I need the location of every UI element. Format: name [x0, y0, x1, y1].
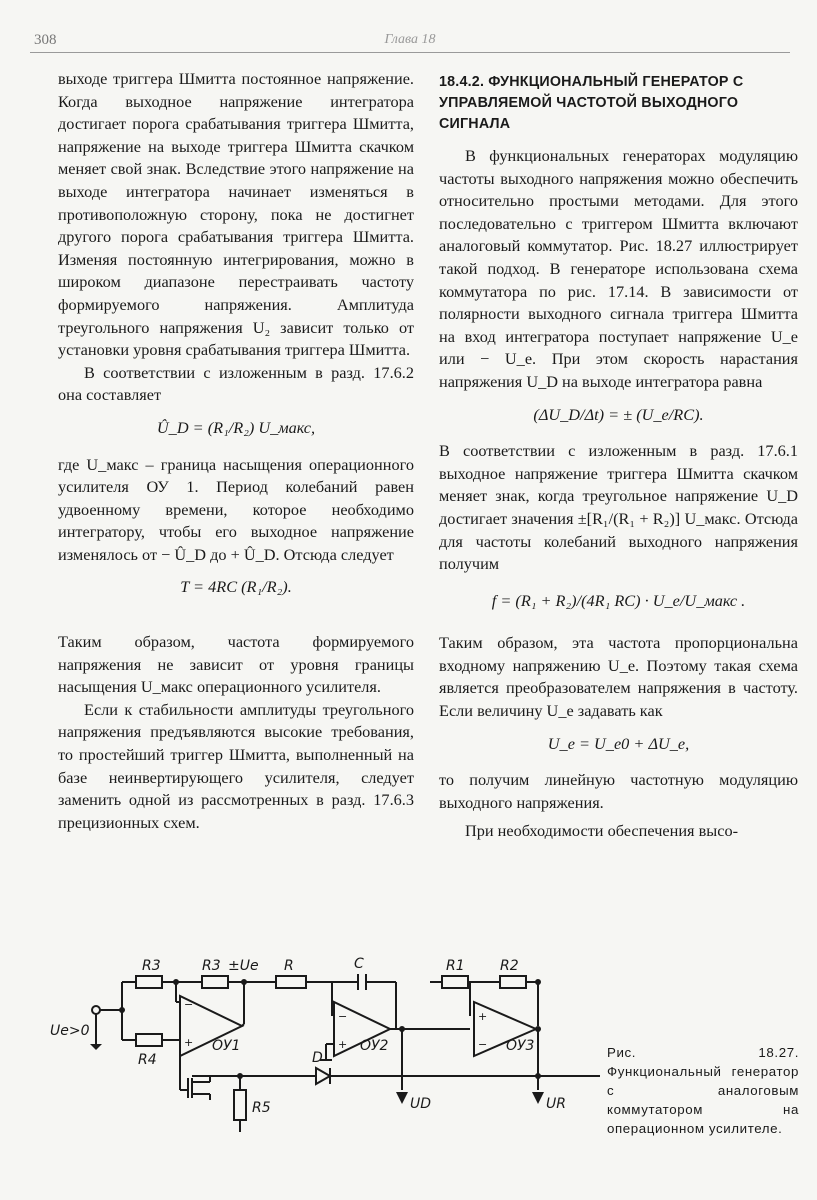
resistor-r1 [442, 976, 468, 988]
label-ou1-minus: − [184, 998, 194, 1011]
formula-input-voltage: U_e = U_e0 + ΔU_e, [547, 733, 690, 753]
formula-slew-rate: (ΔU_D/Δt) = ± (U_e/RC). [533, 404, 704, 424]
label-r3a: R3 [142, 958, 161, 974]
formula-period: T = 4RC (R₁/R₂). [180, 577, 292, 597]
paragraph: где U_макс – граница насыщения операционного усилителя ОУ 1. Период колебаний равен удвоенному времени, которое необходимо интегратору, чтобы его выходное напряжение изменялось от − Û_D до + Û_D. Отсюда следует [58, 454, 414, 564]
label-ou3: ОУ3 [506, 1038, 535, 1054]
formula-amplitude: Û_D = (R₁/R₂) U_макс, [156, 417, 316, 437]
page-header [30, 30, 790, 53]
paragraph: При необходимости обеспечения высо- [465, 821, 739, 841]
resistor-r [276, 976, 306, 988]
paragraph: В соответствии с изложенным в разд. 17.6.2 она составляет [58, 362, 414, 405]
resistor-r4 [136, 1034, 162, 1046]
paragraph: В соответствии с изложенным в разд. 17.6.1 выходное напряжение триггера Шмитта скачком меняет знак, когда треугольное напряжение U_D достигает значения ±[R₁/(R₁ + R₂)] U_макс. Отсюда для частоты колебаний выходного напряжения получим [439, 441, 798, 574]
paragraph: то получим линейную частотную модуляцию выходного напряжения. [439, 770, 798, 812]
label-pm-ue: ±Ue [228, 958, 259, 974]
resistor-r5 [234, 1090, 246, 1120]
section-heading: 18.4.2. ФУНКЦИОНАЛЬНЫЙ ГЕНЕРАТОР С УПРАВЛЯЕМОЙ ЧАСТОТОЙ ВЫХОДНОГО СИГНАЛА [439, 74, 744, 132]
label-ud: UD [410, 1096, 432, 1112]
label-r1: R1 [446, 958, 465, 974]
diode-d [316, 1068, 330, 1084]
paragraph: Таким образом, эта частота пропорциональна входному напряжению U_e. Поэтому такая схема является преобразователем напряжения в частоту. Если величину U_e задавать как [439, 633, 798, 721]
label-ou1: ОУ1 [212, 1038, 241, 1054]
right-column [439, 68, 798, 843]
label-ue-input: Ue>0 [50, 1023, 90, 1039]
paragraph: выходе триггера Шмитта постоянное напряжение. Когда выходное напряжение интегратора достигает порога срабатывания триггера Шмитта, напряжение на выходе триггера Шмитта скачком меняет свой знак. Вследствие этого напряжение на выходе интегратора начинает изменяться в противоположную сторону, пока не достигнет другого порога срабатывания триггера Шмитта. Изменяя постоянную интегрирования, можно в широком диапазоне перестраивать частоту формируемого напряжения. Амплитуда треугольного напряжения U₂ зависит только от установки уровня срабатывания триггера Шмитта. [58, 69, 414, 360]
label-ou3-plus: + [478, 1010, 488, 1023]
label-ou3-minus: − [478, 1038, 488, 1051]
resistor-r3a [136, 976, 162, 988]
label-d: D [312, 1050, 323, 1066]
label-r5: R5 [252, 1100, 271, 1116]
resistor-r2 [500, 976, 526, 988]
figure-caption: Рис. 18.27. Функциональный генератор с аналоговым коммутатором на операционном усилителе. [607, 1045, 799, 1136]
paragraph: Таким образом, частота формируемого напряжения не зависит от уровня границы насыщения U_макс операционного усилителя. [58, 632, 414, 697]
label-ou2: ОУ2 [360, 1038, 389, 1054]
left-column [58, 68, 414, 834]
label-r2: R2 [500, 958, 519, 974]
label-ur: UR [546, 1096, 566, 1112]
label-r3b: R3 [202, 958, 221, 974]
label-ou1-plus: + [184, 1036, 194, 1049]
arrow-ud [396, 1092, 408, 1104]
label-r4: R4 [138, 1052, 157, 1068]
label-r: R [284, 958, 294, 974]
resistor-r3b [202, 976, 228, 988]
label-ou2-plus: + [338, 1038, 348, 1051]
label-ou2-minus: − [338, 1010, 348, 1023]
formula-frequency: f = (R₁ + R₂)/(4R₁ RC) · U_e/U_макс . [491, 590, 746, 610]
circuit-diagram [30, 940, 605, 1140]
page-number: 308 [34, 32, 57, 48]
running-head: Глава 18 [384, 32, 436, 47]
label-c: C [354, 956, 364, 972]
paragraph: Если к стабильности амплитуды треугольного напряжения предъявляются высокие требования, то простейший триггер Шмитта, выполненный на базе неинвертирующего усилителя, следует заменить одной из рассмотренных в разд. 17.6.3 прецизионных схем. [58, 699, 414, 832]
arrow-ur [532, 1092, 544, 1104]
paragraph: В функциональных генераторах модуляцию частоты выходного напряжения можно обеспечить относительно простыми методами. Для этого последовательно с триггером Шмитта включают аналоговый коммутатор. Рис. 18.27 иллюстрирует такой подход. В генераторе использована схема коммутатора по рис. 17.14. В зависимости от полярности выходного сигнала триггера Шмитта на вход интегратора поступает напряжение U_e или − U_e. При этом скорость нарастания напряжения U_D на выходе интегратора равна [439, 146, 798, 391]
